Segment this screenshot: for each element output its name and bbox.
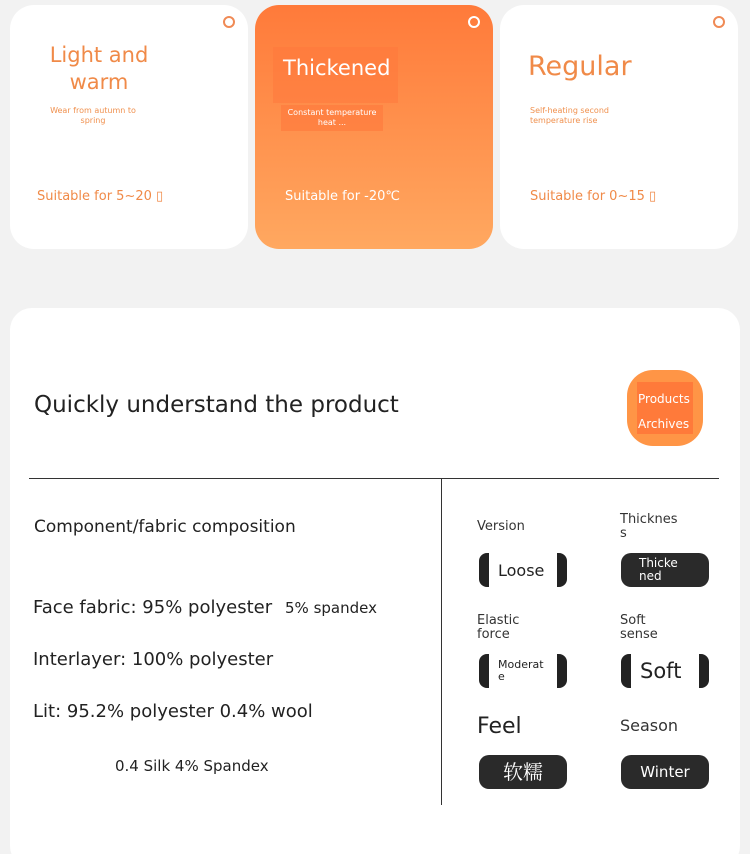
thickness-pill xyxy=(621,553,709,587)
card-suitable-range: Suitable for 5~20 ▯ xyxy=(37,189,164,204)
version-label: Version xyxy=(477,519,525,534)
soft-sense-label: Soft sense xyxy=(620,613,658,642)
card-subtitle: Wear from autumn to spring xyxy=(50,106,136,125)
face-fabric-text: Face fabric: 95% polyester xyxy=(33,597,273,618)
card-suitable-range: Suitable for -20℃ xyxy=(285,189,401,204)
season-pill xyxy=(621,755,709,789)
elastic-force-pill xyxy=(479,654,567,688)
select-circle-icon[interactable] xyxy=(713,16,725,28)
thickness-value: Thickened xyxy=(639,556,678,583)
horizontal-divider xyxy=(29,478,719,479)
feel-pill xyxy=(479,755,567,789)
season-value: Winter xyxy=(640,762,690,781)
interlayer-text: Interlayer: 100% polyester xyxy=(33,649,274,670)
lit-text: Lit: 95.2% polyester 0.4% wool xyxy=(33,701,313,722)
panel-title: Quickly understand the product xyxy=(34,392,399,418)
lit-extra: 0.4 Silk 4% Spandex xyxy=(115,757,269,775)
products-archives-button[interactable] xyxy=(627,370,703,446)
vertical-divider xyxy=(441,478,442,805)
feel-label: Feel xyxy=(477,714,522,739)
warmth-card-thickened[interactable] xyxy=(255,5,493,249)
version-value: Loose xyxy=(498,560,545,580)
card-title: Light and warm xyxy=(49,43,149,94)
warmth-card-light[interactable] xyxy=(10,5,248,249)
card-subtitle: Constant temperature heat ... xyxy=(287,108,377,127)
select-circle-icon[interactable] xyxy=(223,16,235,28)
feel-value: 软糯 xyxy=(503,759,543,784)
elastic-force-value: Moderate xyxy=(498,658,544,683)
thickness-label: Thickness xyxy=(620,512,678,541)
archive-button-label: Products Archives xyxy=(638,392,690,431)
warmth-card-regular[interactable] xyxy=(500,5,738,249)
elastic-force-label: Elastic force xyxy=(477,613,520,642)
season-label: Season xyxy=(620,716,679,735)
face-fabric-extra: 5% spandex xyxy=(285,599,377,617)
composition-heading: Component/fabric composition xyxy=(34,517,296,537)
version-pill xyxy=(479,553,567,587)
soft-sense-value: Soft xyxy=(640,658,682,683)
product-overview-panel xyxy=(10,308,740,854)
card-subtitle: Self-heating second temperature rise xyxy=(530,106,609,125)
soft-sense-pill xyxy=(621,654,709,688)
card-title: Thickened xyxy=(283,56,391,80)
select-circle-icon[interactable] xyxy=(468,16,480,28)
card-suitable-range: Suitable for 0~15 ▯ xyxy=(530,189,657,204)
card-title: Regular xyxy=(528,51,632,82)
